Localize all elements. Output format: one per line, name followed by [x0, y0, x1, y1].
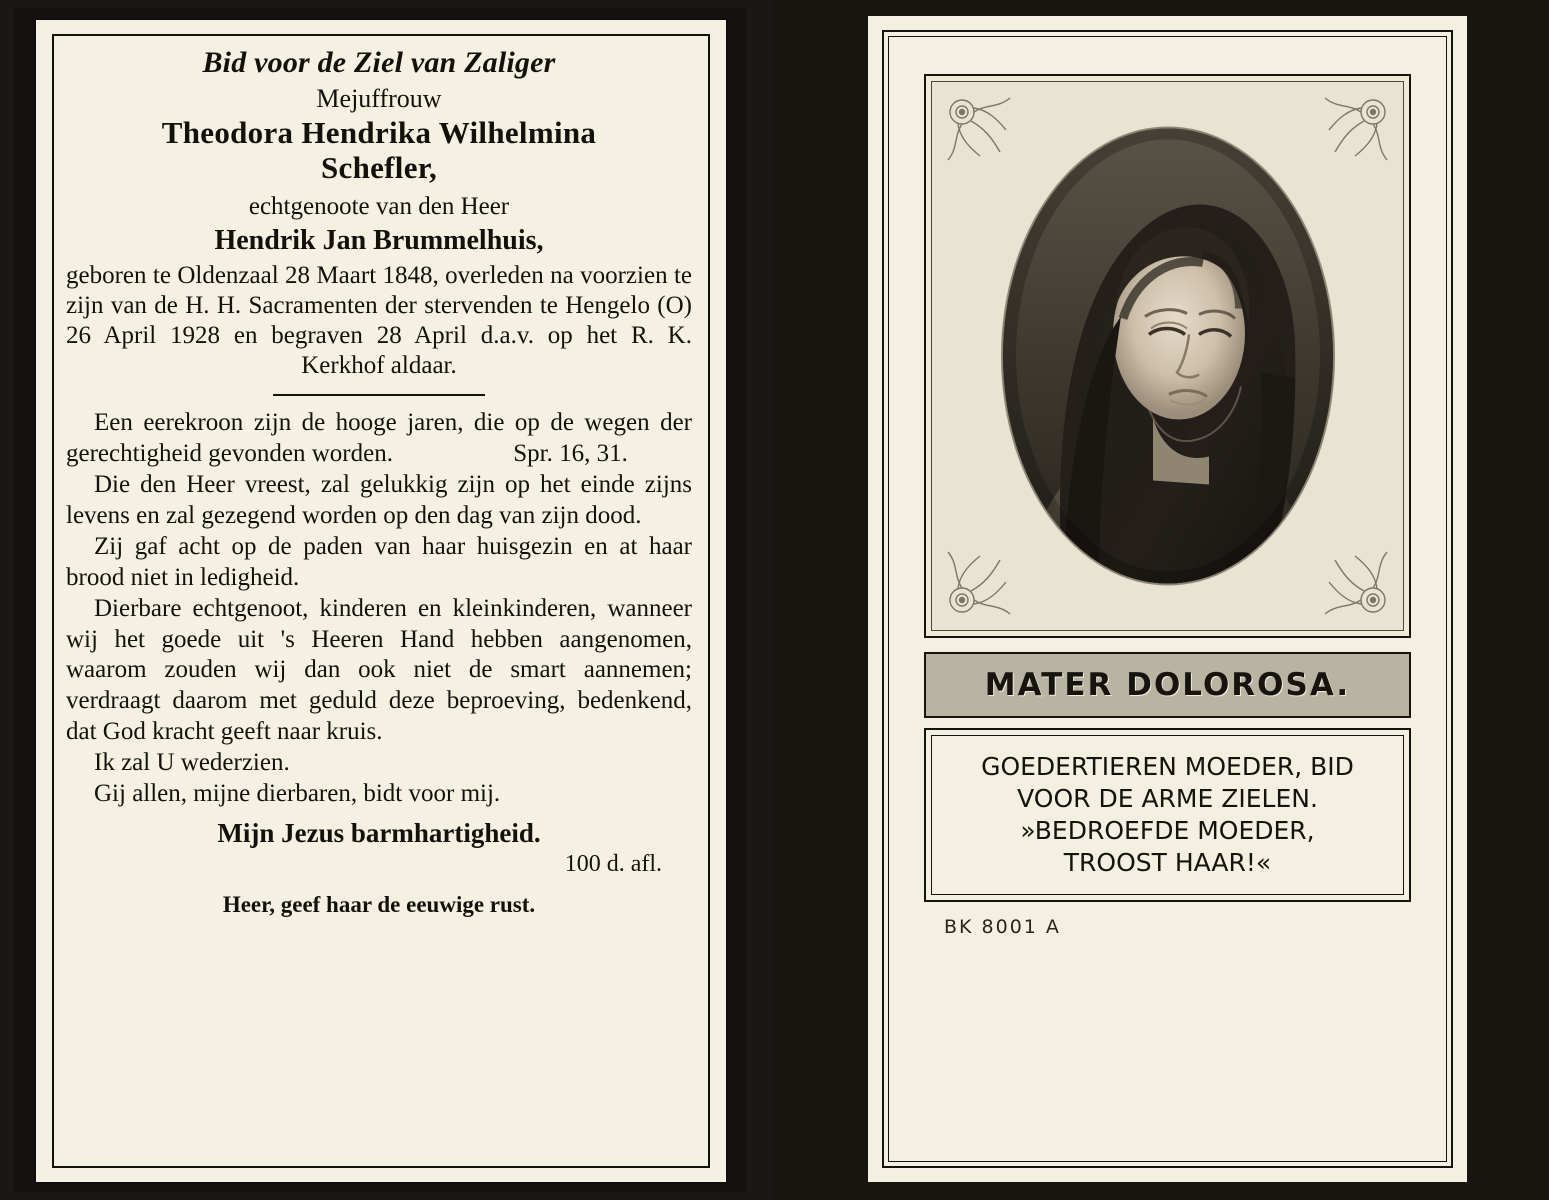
- verse-paragraph: [66, 779, 692, 810]
- verse-citation: Spr. 16, 31.: [513, 440, 628, 468]
- picture-inner-panel: [931, 81, 1404, 631]
- biography-paragraph: [66, 261, 692, 380]
- indulgence-note: 100 d. afl.: [564, 850, 662, 877]
- heading-bid-voor-de-ziel: Bid voor de Ziel van Zaliger: [202, 46, 556, 79]
- spouse-name: Hendrik Jan Brummelhuis,: [214, 225, 544, 257]
- left-page-paper: [36, 20, 726, 1182]
- verse-paragraph: [66, 594, 692, 748]
- reference-code: BK 8001 A: [944, 916, 1061, 938]
- prayer-line: »BEDROEFDE MOEDER,: [1020, 816, 1315, 845]
- flower-ornament-icon: [1321, 90, 1395, 164]
- left-page-content: [66, 46, 692, 1160]
- verse-paragraph: [66, 532, 692, 594]
- verses-block: [66, 408, 692, 809]
- spouse-intro: echtgenoote van den Heer: [248, 193, 510, 221]
- flower-ornament-icon: [1321, 548, 1395, 622]
- verse-paragraph: [66, 470, 692, 532]
- prayer-line: GOEDERTIEREN MOEDER, BID: [981, 752, 1354, 781]
- divider-rule: [273, 394, 485, 396]
- prayer-line: VOOR DE ARME ZIELEN.: [1017, 784, 1318, 813]
- right-page-paper: [868, 16, 1467, 1182]
- biography-text: geboren te Oldenzaal 28 Maart 1848, overleden na voorzien te zijn van de H. H. Sacramenten der stervenden te Hengelo (O) 26 April 1928 en begraven 28 April d.a.v. op het R. K. Kerkhof aldaar.: [66, 262, 692, 379]
- deceased-name-line-2: Schefler,: [320, 149, 438, 185]
- memorial-card-right-page: [772, 0, 1549, 1200]
- verse-text: Een eerekroon zijn de hooge jaren, die op de wegen der gerechtigheid gevonden worden.: [66, 409, 692, 468]
- verse-text: Zij gaf acht op de paden van haar huisgezin en at haar brood niet in ledigheid.: [66, 532, 692, 591]
- verse-text: Gij allen, mijne dierbaren, bidt voor mij.: [94, 779, 501, 807]
- verse-paragraph: [66, 408, 692, 470]
- verse-paragraph: [66, 748, 692, 779]
- verse-text: Dierbare echtgenoot, kinderen en kleinkinderen, wanneer wij het goede uit 's Heeren Hand hebben aangenomen, waarom zouden wij dan ook niet de smart aannemen; verdraagt daarom met geduld deze beproeving, bedenkend, dat God kracht geeft naar kruis.: [66, 594, 692, 746]
- mater-dolorosa-portrait: [1003, 129, 1333, 584]
- deceased-name-line-1: Theodora Hendrika Wilhelmina: [161, 115, 597, 150]
- prayer-box: [924, 728, 1411, 902]
- picture-frame: [924, 74, 1411, 638]
- prayer-line: TROOST HAAR!«: [1063, 848, 1272, 877]
- image-caption-plate: [924, 652, 1411, 718]
- image-caption-text: MATER DOLOROSA.: [984, 667, 1351, 703]
- footer-blessing: Heer, geef haar de eeuwige rust.: [222, 891, 536, 917]
- salutation: Mejuffrouw: [316, 84, 442, 113]
- verse-text: Ik zal U wederzien.: [94, 749, 290, 777]
- flower-ornament-icon: [940, 548, 1014, 622]
- invocation: Mijn Jezus barmhartigheid.: [217, 817, 541, 848]
- verse-text: Die den Heer vreest, zal gelukkig zijn op het einde zijns levens en zal gezegend worden op den dag van zijn dood.: [66, 471, 692, 530]
- memorial-card-left-page: [0, 0, 772, 1200]
- flower-ornament-icon: [940, 90, 1014, 164]
